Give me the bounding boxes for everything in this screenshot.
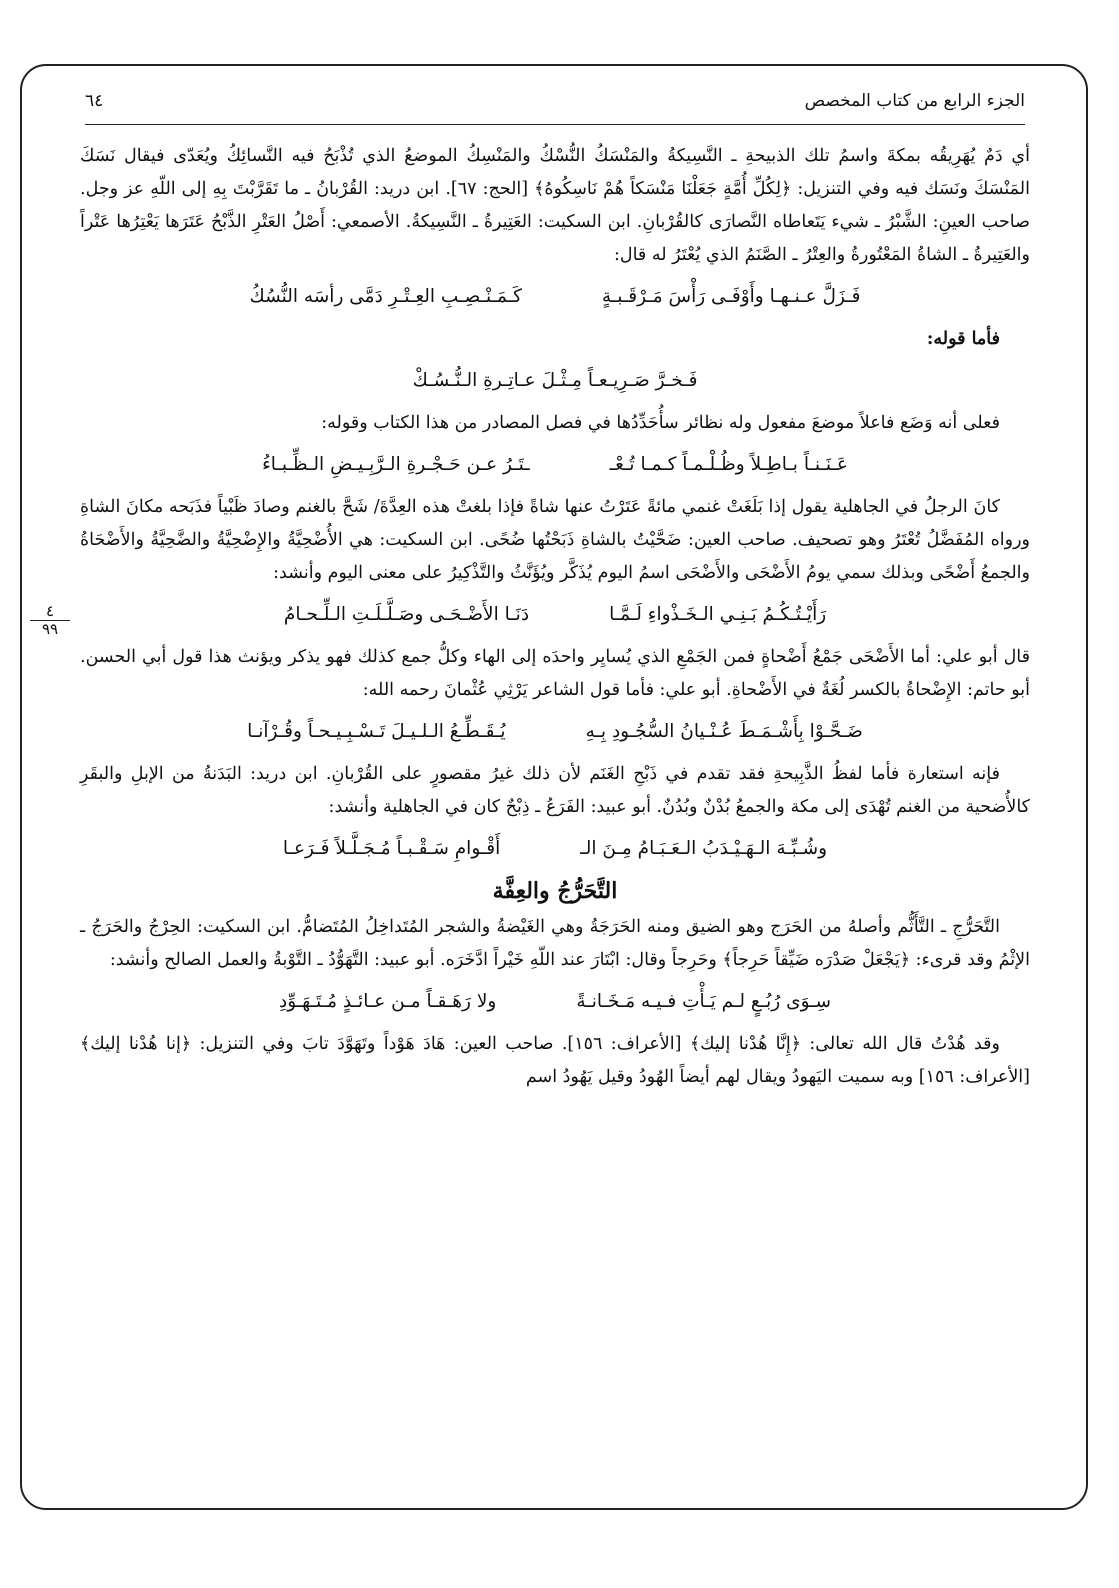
verse-2 (80, 364, 1030, 397)
page-body (80, 140, 1030, 1097)
verse-2-line: فَـخـرَّ صَـرِيـعـاً مِـثْـلَ عـاتِـرةِ الـنُّـسُـكْ (412, 370, 698, 391)
verse-5-first-hemistich: ضَـحَّـوْا بِأَشْـمَـطَ عُـنْـيانُ السُّجُـودِ بِـهِ (585, 721, 863, 742)
verse-6-first-hemistich: وشُـبِّـهَ الـهَـيْـدَبُ الـعَـبَـامُ مِـنَ الـ (580, 838, 828, 859)
paragraph-2: فأما قوله: (926, 329, 1000, 349)
verse-3 (80, 448, 1030, 481)
verse-4-second-hemistich: دَنَـا الأَضْـحَـى وصَـلَّـلَـتِ الـلِّـحـامُ (283, 604, 530, 625)
verse-7 (80, 985, 1030, 1018)
verse-5-second-hemistich: يُـقَـطِّـعُ الـلـيـلَ تَـسْـبِـيـحـاً وقُـرْآنـا (247, 721, 506, 742)
margin-folio-marker (30, 603, 70, 637)
running-title: الجزء الرابع من كتاب المخصص (804, 91, 1025, 111)
verse-3-first-hemistich: عَـنَـنـاً بـاطِـلاً وظُـلْـمـاً كـمـا تُـعْـ (609, 454, 848, 475)
verse-6-second-hemistich: أَقْـوامِ سَـقْـبـاً مُـجَـلَّـلاً فَـرَعـا (282, 838, 501, 859)
verse-3-second-hemistich: ـتَـرُ عـن حَـجْـرةِ الـرَّبِـيـضِ الـظِّـبـاءُ (262, 454, 530, 475)
verse-1-first-hemistich: فَـزَلَّ عـنـهـا وأَوْفَـى رَأْسَ مَـرْقَـبـةٍ (601, 286, 861, 307)
verse-7-second-hemistich: ولا رَهَـقـاً مـن عـائـذٍ مُـتَـهَـوِّدِ (278, 991, 497, 1012)
paragraph-8: وقد هُدْتُ قال الله تعالى: ﴿إِنَّا هُدْنا إليك﴾ [الأعراف: ١٥٦]. صاحب العين: هَادَ هَوْداً وتَهَوَّدَ تابَ وفي التنزيل: ﴿إنا هُدْنا إليك﴾ [الأعراف: ١٥٦] وبه سميت اليَهودُ ويقال لهم أيضاً الهُودُ وقيل يَهُودُ اسم (80, 1034, 1030, 1087)
paragraph-5: قال أبو علي: أما الأَضْحَى جَمْعُ أَضْحاةٍ فمن الجَمْعِ الذي يُسايِر واحدَه إلى الهاء وكلُّ جمع كذلك فهو يذكر ويؤنث هذا قول أبي الحسن. أبو حاتم: الإِضْحاةُ بالكسر لُغَةٌ في الأَضْحاةِ. أبو علي: فأما قول الشاعر يَرْثِي عُثْمانَ رحمه الله: (80, 647, 1030, 700)
verse-5 (80, 715, 1030, 748)
section-heading: التَّحَرُّجُ والعِفَّة (492, 878, 618, 904)
running-header (85, 86, 1025, 116)
paragraph-7: التَّحَرُّجِ ـ التَّأَثُّم وأصلهُ من الحَرَج وهو الضيق ومنه الحَرَجَةُ وهي الغَيْضةُ والشجر المُتَداخِلُ المُتَضامُّ. ابن السكيت: الحِرْجُ والحَرَجُ ـ الإثْمُ وقد قرىء: ﴿يَجْعَلْ صَدْرَه ضَيِّقاً حَرِجاً﴾ وحَرِجاً وقال: ابْتَارَ عند اللّهِ خَيْراً ادَّخَرَه. أبو عبيد: التَّهَوُّدُ ـ التَّوْبةُ والعمل الصالح وأنشد: (80, 917, 1030, 970)
verse-4-first-hemistich: رَأَيْـتُـكُـمُ بَـنِـي الـخَـذْواءِ لَـمَّـا (609, 604, 827, 625)
margin-folio-numerator: ٤ (45, 602, 55, 620)
margin-folio-denominator: ٩٩ (30, 620, 70, 638)
paragraph-6: فإنه استعارة فأما لفظُ الذَّبِيحةِ فقد تقدم في ذَبْحِ الغَنَم لأن ذلك غيرُ مقصورٍ على القُرْبانِ. ابن دريد: البَدَنةُ من الإبلِ والبقَرِ كالأُضحية من الغنم تُهْدَى إلى مكة والجمعُ بُدْنٌ وبُدُنٌ. أبو عبيد: الفَرَعُ ـ ذِبْحٌ كان في الجاهلية وأنشد: (80, 764, 1030, 817)
verse-1-second-hemistich: كَـمَـنْـصِـبِ العِـتْـرِ دَمَّى رأسَه النُّسُكُ (249, 286, 522, 307)
header-rule (85, 124, 1025, 125)
verse-1 (80, 280, 1030, 313)
verse-7-first-hemistich: سِـوَى رُبُـعٍ لـم يَـأْتِ فـيـه مَـخَـانـةً (576, 991, 832, 1012)
verse-4 (80, 598, 1030, 631)
verse-6 (80, 832, 1030, 865)
paragraph-3: فعلى أنه وَضَع فاعلاً موضعَ مفعول وله نظائر سأُحَدِّدُها في فصل المصادر من هذا الكتاب وقوله: (321, 413, 1000, 433)
paragraph-4: كانَ الرجلُ في الجاهلية يقول إذا بَلَغَتْ غنمي مائةً عَتَرْتُ عنها شاةً فإذا بلغتْ هذه العِدَّةَ/ شَحَّ بالغنم وصادَ ظَبْياً فذَبَحه مكانَ الشاةِ ورواه المُفَضَّلُ تُعْتَرُ وهو تصحيف. صاحب العين: ضَحَّيْتُ بالشاةِ ذَبَحْتُها ضُحًى. ابن السكيت: هي الأُضْحِيَّةُ والإِضْحِيَّةُ والضَّحِيَّةُ والأَضْحَاةُ والجمعُ أَضْحًى وبذلك سمي يومُ الأَضْحَى والأَضْحَى اسمُ اليوم يُذَكَّر ويُؤَنَّثُ والتَّذْكِيرُ على معنى اليوم وأنشد: (80, 497, 1030, 583)
paragraph-1: أي دَمٌ يُهَرِيقُه بمكةَ واسمُ تلك الذبيحةِ ـ النَّسِيكةُ والمَنْسَكُ النُّسْكُ والمَنْسِكُ الموضعُ الذي تُذْبَحُ فيه النَّسائِكُ ويُعَدّى فيقال نَسَكَ المَنْسَكَ ونَسَك فيه وفي التنزيل: ﴿لِكُلِّ أُمَّةٍ جَعَلْنَا مَنْسَكاً هُمْ نَاسِكُوهُ﴾ [الحج: ٦٧]. ابن دريد: القُرْبانُ ـ ما تَقَرَّبْتَ بِهِ إلى اللّهِ عز وجل. صاحب العينِ: الشَّبْرُ ـ شيء يَتَعاطاه النَّصارَى كالقُرْبانِ. ابن السكيت: العَتِيرةُ ـ النَّسِيكةُ. الأصمعي: أَصْلُ العَتْرِ الذَّبْحُ عَتَرَها يَعْتِرُها عَتْراً والعَتِيرةُ ـ الشاةُ المَعْتُورةُ والعِتْرُ ـ الصَّنَمُ الذي يُعْتَرُ له قال: (80, 146, 1030, 265)
page-number: ٦٤ (85, 91, 104, 111)
